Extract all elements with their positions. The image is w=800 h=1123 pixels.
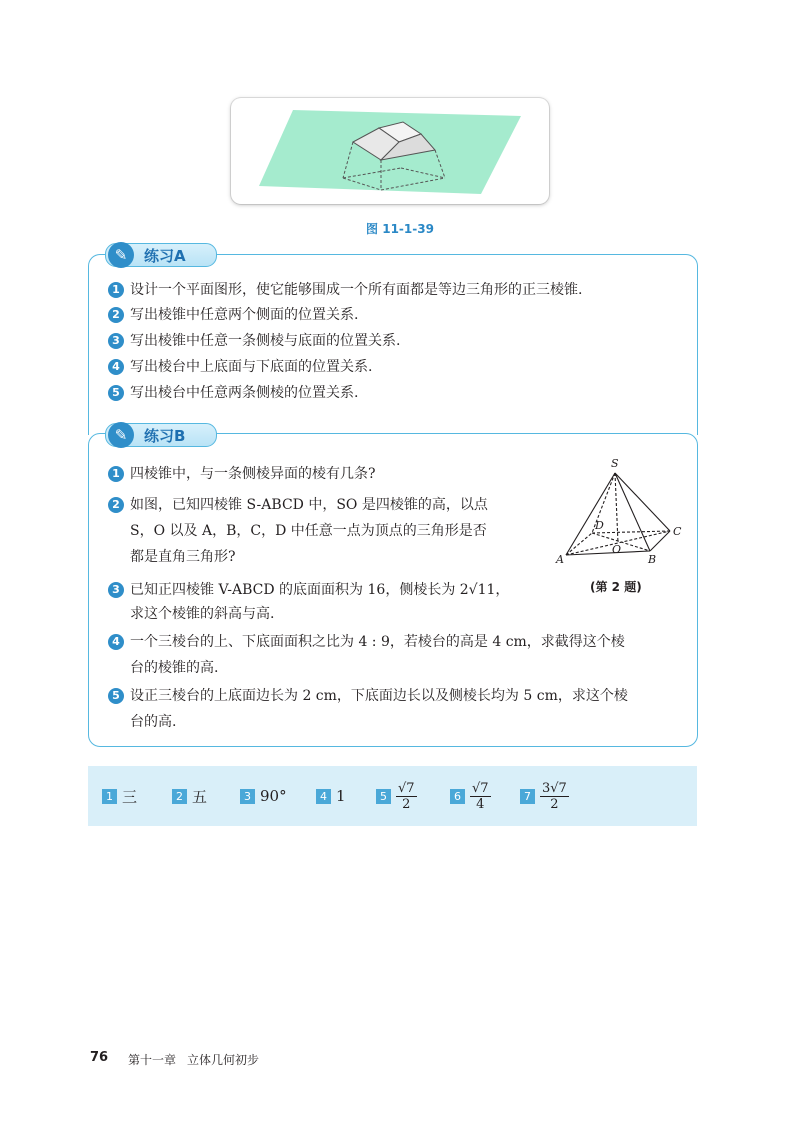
- exercise-b-item-2-line-3: 都是直角三角形?: [130, 549, 236, 565]
- exercise-b-tab: [105, 423, 217, 447]
- figure-caption: 图 11-1-39: [366, 222, 434, 236]
- chapter-title: 立体几何初步: [187, 1053, 260, 1067]
- figure-card: [231, 98, 549, 204]
- pyramid-figure: [552, 455, 692, 570]
- exercise-a-tab: [105, 243, 217, 267]
- exercise-b-item-2-line-2: S，O 以及 A，B，C，D 中任意一点为顶点的三角形是否: [130, 523, 487, 539]
- exercise-a-title: 练习A: [144, 246, 186, 265]
- exercise-a-item-4: 4 写出棱台中上底面与下底面的位置关系.: [108, 355, 372, 379]
- pencil-icon: ✎: [108, 242, 134, 268]
- exercise-b-item-4: 4 一个三棱台的上、下底面面积之比为 4 : 9，若棱台的高是 4 cm，求截得这个棱: [108, 630, 625, 654]
- page-number: 76: [90, 1050, 109, 1065]
- answer-3: 3 90°: [240, 766, 287, 826]
- pyramid-figure-caption: (第 2 题): [590, 580, 642, 594]
- label-s: S: [611, 457, 619, 470]
- exercise-b-item-5-line-2: 台的高.: [130, 714, 177, 730]
- exercise-b-item-1: 1 四棱锥中，与一条侧棱异面的棱有几条?: [108, 462, 376, 486]
- answer-7: 7 $\frac{3√7}{2}$: [520, 766, 569, 826]
- exercise-b-item-3: 3 已知正四棱锥 V-ABCD 的底面面积为 16，侧棱长为 2√11，: [108, 578, 509, 602]
- exercise-a-item-2: 2 写出棱锥中任意两个侧面的位置关系.: [108, 303, 358, 327]
- exercise-a-item-3: 3 写出棱锥中任意一条侧棱与底面的位置关系.: [108, 329, 400, 353]
- label-o: O: [612, 543, 622, 556]
- answer-2: 2 五: [172, 766, 207, 826]
- label-a: A: [556, 553, 564, 566]
- answer-4: 4 1: [316, 766, 346, 826]
- pencil-icon: ✎: [108, 422, 134, 448]
- exercise-b-title: 练习B: [144, 426, 186, 445]
- answer-6: 6 $\frac{√7}{4}$: [450, 766, 491, 826]
- exercise-b-item-4-line-2: 台的棱锥的高.: [130, 660, 219, 676]
- exercise-b-item-2: 2 如图，已知四棱锥 S-ABCD 中，SO 是四棱锥的高，以点: [108, 493, 488, 517]
- exercise-b-item-5: 5 设正三棱台的上底面边长为 2 cm，下底面边长以及侧棱长均为 5 cm，求这个棱: [108, 684, 628, 708]
- label-d: D: [595, 519, 604, 532]
- label-c: C: [673, 525, 682, 538]
- answer-5: 5 $\frac{√7}{2}$: [376, 766, 417, 826]
- label-b: B: [648, 553, 657, 566]
- answers-strip: [88, 766, 697, 826]
- exercise-b-item-3-line-2: 求这个棱锥的斜高与高.: [130, 606, 275, 622]
- answer-1: 1 三: [102, 766, 137, 826]
- chapter-label: 第十一章: [128, 1053, 177, 1067]
- exercise-a-item-5: 5 写出棱台中任意两条侧棱的位置关系.: [108, 381, 358, 405]
- exercise-a-item-1: 1 设计一个平面图形，使它能够围成一个所有面都是等边三角形的正三棱锥.: [108, 278, 582, 302]
- frustum-plane-illustration: [231, 98, 549, 204]
